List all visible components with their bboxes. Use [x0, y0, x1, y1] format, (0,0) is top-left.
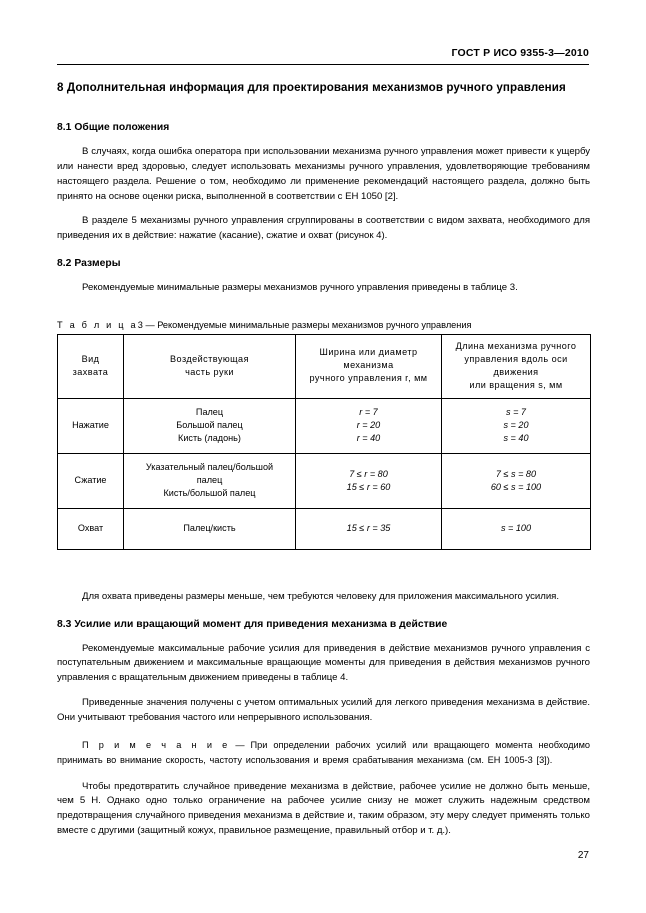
- spacer: [57, 574, 590, 590]
- cell-line: Указательный палец/большой: [145, 462, 274, 473]
- header-line: Длина механизма ручного: [455, 341, 577, 352]
- clause-8-title-wrap: [57, 80, 577, 97]
- table-caption-dash: —: [142, 320, 158, 331]
- note-dash: —: [229, 739, 251, 750]
- cell-line: r = 7: [359, 407, 378, 418]
- paragraph-8-3-2: Приведенные значения получены с учетом оптимальных усилий для легкого приведения механизма в действие. Они учитывают требования частого или непрерывного использования.: [57, 697, 590, 723]
- cell-hand-part: [124, 453, 296, 508]
- document-body: [57, 122, 590, 839]
- table-row: [58, 453, 591, 508]
- table-row: [58, 508, 591, 549]
- spacer: [57, 204, 590, 214]
- cell-grip-type: Нажатие: [58, 398, 124, 453]
- cell-length: [442, 453, 591, 508]
- cell-length: s = 100: [442, 508, 591, 549]
- header-line: захвата: [72, 366, 109, 377]
- cell-line: 7 ≤ s = 80: [495, 468, 537, 479]
- header-line: Вид: [81, 353, 100, 364]
- column-header-width-or-diameter: [296, 335, 442, 399]
- heading-8-1: 8.1 Общие положения: [57, 122, 170, 133]
- cell-line: r = 20: [356, 420, 381, 431]
- spacer: [57, 269, 590, 281]
- cell-line: 15 ≤ r = 60: [346, 481, 391, 492]
- note-text: При определении рабочих усилий или вращающего момента необходимо принимать во внимание скорость, частоту использования и время срабатывания механизма (см. ЕН 1005-3 [3]).: [57, 739, 591, 765]
- heading-8-3: 8.3 Усилие или вращающий момент для приведения механизма в действие: [57, 618, 448, 630]
- paragraph-8-2-after-table: Для охвата приведены размеры меньше, чем требуются человеку для приложения максимального усилия.: [82, 590, 560, 602]
- paragraph-8-3-3: Чтобы предотвратить случайное приведение механизма в действие, рабочее усилие не должно быть меньше, чем 5 Н. Однако одно только ограничение на рабочее усилие снизу не может служить надежным средством предотвращения случайного приведения механизма в действие и, таким образом, эту меру следует применять только вместе с другими (защитный кожух, правильное размещение, правильный отбор и т. д.).: [57, 780, 590, 837]
- table-body: [58, 398, 591, 549]
- table-header-row: [58, 335, 591, 399]
- table-head: [58, 335, 591, 399]
- heading-8-2: 8.2 Размеры: [57, 258, 121, 270]
- spacer: [57, 726, 590, 738]
- cell-line: Большой палец: [176, 420, 243, 431]
- table-3-caption: [57, 320, 590, 330]
- paragraph-8-3-1: Рекомендуемые максимальные рабочие усилия для приведения в действие механизмов ручного управления с поступательным движением и максимальные вращающие моменты для приведения в действия механизмов ручного управления с вращательным движением приведены в таблице 4.: [57, 642, 590, 684]
- cell-width: [296, 398, 442, 453]
- page-title: 8 Дополнительная информация для проектирования механизмов ручного управления: [57, 81, 566, 94]
- cell-line: Палец: [195, 407, 224, 418]
- header-line: часть руки: [185, 366, 234, 377]
- spacer: [57, 768, 590, 780]
- spacer: [57, 686, 590, 696]
- header-line: ручного управления r, мм: [309, 373, 428, 384]
- column-header-grip-type: [58, 335, 124, 399]
- cell-line: 60 ≤ s = 100: [490, 481, 542, 492]
- cell-line: Кисть (ладонь): [178, 433, 241, 444]
- cell-width: 15 ≤ r = 35: [296, 508, 442, 549]
- paragraph-8-1-2: В разделе 5 механизмы ручного управления сгруппированы в соответствии с видом захвата, необходимого для приведения их в действие: нажатие (касание), сжатие и охват (рисунок 4).: [57, 215, 590, 242]
- cell-grip-type: Сжатие: [58, 453, 124, 508]
- table-row: [58, 398, 591, 453]
- column-header-hand-part: [124, 335, 296, 399]
- table-caption-number: 3: [137, 320, 143, 331]
- table-caption-text: Рекомендуемые минимальные размеры механизмов ручного управления: [157, 320, 472, 331]
- spacer: [57, 605, 590, 619]
- table-caption-label: Т а б л и ц а: [57, 320, 138, 331]
- note-block: [57, 738, 590, 768]
- cell-width: [296, 453, 442, 508]
- cell-line: s = 20: [503, 420, 529, 431]
- cell-line: палец: [196, 475, 223, 486]
- column-header-length: [442, 335, 591, 399]
- header-line: Воздействующая: [170, 353, 249, 364]
- note-label: П р и м е ч а н и е: [82, 739, 230, 750]
- cell-line: s = 40: [503, 433, 529, 444]
- spacer: [57, 630, 590, 642]
- table-3-recommended-dimensions: [57, 334, 591, 550]
- paragraph-8-2-1: Рекомендуемые минимальные размеры механизмов ручного управления приведены в таблице 3.: [82, 282, 518, 294]
- paragraph-8-1-1: В случаях, когда ошибка оператора при использовании механизма ручного управления может привести к ущербу или нанести вред здоровью, следует использовать механизмы ручного управления, удовлетворяющие требованиям настоящего раздела. Решение о том, необходимо ли применение рекомендаций настоящего раздела, должно быть принято на основе оценки риска, выполненной в соответствии с ЕН 1050 [2].: [57, 146, 590, 202]
- spacer: [57, 133, 590, 145]
- cell-line: Кисть/большой палец: [163, 488, 256, 499]
- page-number: 27: [577, 850, 589, 861]
- cell-grip-type: Охват: [58, 508, 124, 549]
- spacer: [57, 244, 590, 258]
- header-line: или вращения s, мм: [469, 379, 563, 390]
- cell-length: [442, 398, 591, 453]
- spacer: [57, 296, 590, 320]
- cell-line: s = 7: [506, 407, 526, 418]
- cell-hand-part: [124, 398, 296, 453]
- header-line: Ширина или диаметр механизма: [319, 347, 418, 371]
- header-rule: [57, 64, 589, 65]
- running-head-standard-ref: ГОСТ Р ИСО 9355-3—2010: [451, 47, 589, 59]
- cell-hand-part: Палец/кисть: [124, 508, 296, 549]
- header-line: управления вдоль оси движения: [464, 353, 568, 377]
- cell-line: r = 40: [356, 433, 381, 444]
- spacer: [57, 550, 590, 574]
- cell-line: 7 ≤ r = 80: [349, 468, 388, 479]
